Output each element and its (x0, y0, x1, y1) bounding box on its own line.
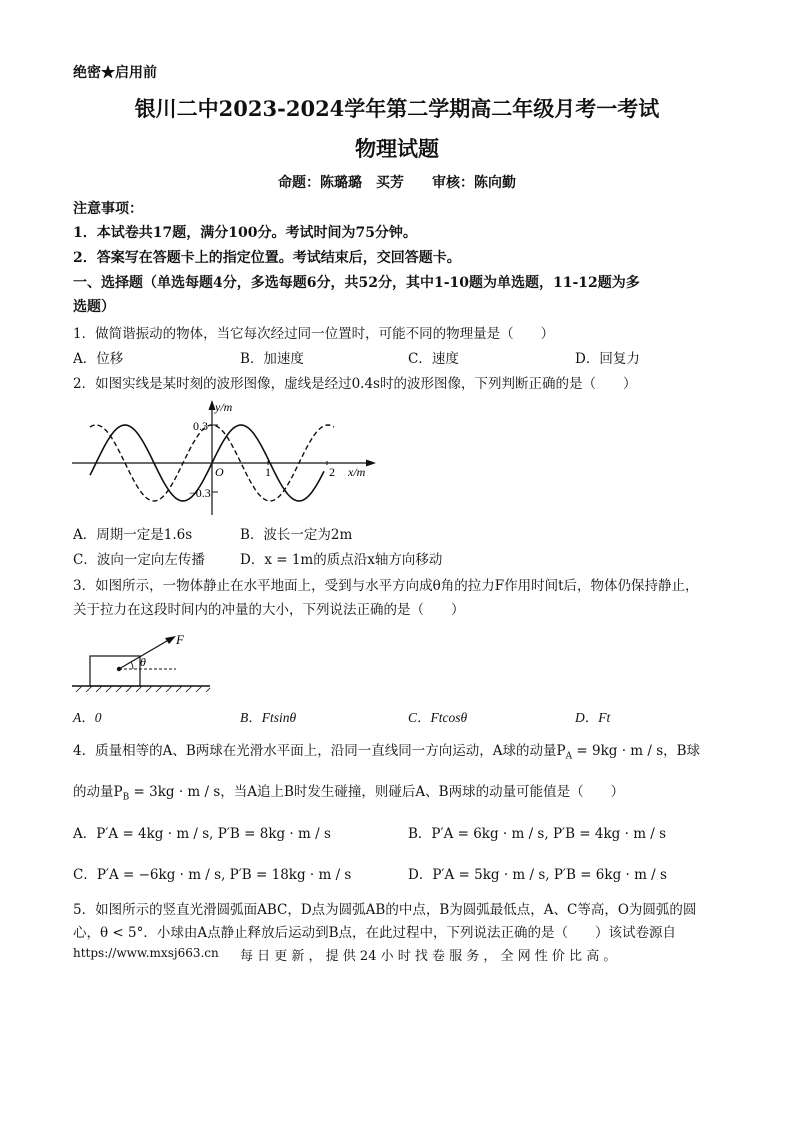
ground-hatching (76, 686, 210, 692)
footer-text: 每 日 更 新 ， 提 供 24 小 时 找 卷 服 务 ， 全 网 性 价 比 高 。 (240, 949, 617, 964)
exam-authors: 命题：陈璐璐 买芳 审核：陈向勤 (278, 175, 516, 191)
x-axis-arrow (366, 460, 376, 467)
q4-stem-line2: 的动量$P_B = 3kg \cdot m / s$，当A追上B时发生碰撞，则碰后A、B两球的动量可能值是（ ） (73, 784, 625, 803)
q2-option-c: C．波向一定向左传播 (73, 552, 205, 568)
q1-stem: 1．做简谐振动的物体，当它每次经过同一位置时，可能不同的物理量是（ ） (73, 326, 555, 342)
q3-force-figure (70, 628, 212, 692)
q2-wave-figure (72, 395, 382, 517)
section-heading-line2: 选题） (73, 299, 115, 315)
q3-stem-line1: 3．如图所示，一物体静止在水平地面上，受到与水平方向成θ角的拉力F作用时间t后，物体仍保持静止， (73, 578, 699, 594)
x-tick-2: 2 (329, 465, 335, 479)
angle-arc (131, 662, 133, 669)
q2-option-d: D．x = 1m的质点沿x轴方向移动 (240, 552, 443, 568)
q2-option-a: A．周期一定是1.6s (73, 527, 193, 543)
force-arrow-head (165, 636, 176, 644)
q3-option-b: B．Ftsinθ (240, 710, 297, 725)
q1-option-c: C．速度 (408, 351, 459, 367)
y-tick-negative: −0.3 (189, 486, 211, 500)
force-label: F (176, 632, 184, 647)
angle-label: θ (140, 655, 146, 669)
q3-stem-line2: 关于拉力在这段时间内的冲量的大小，下列说法正确的是（ ） (73, 602, 465, 618)
secret-label: 绝密★启用前 (73, 65, 157, 81)
origin-label: O (215, 465, 224, 479)
q4-stem-line1: 4．质量相等的A、B两球在光滑水平面上，沿同一直线同一方向运动，A球的动量$P_A = 9kg \cdot m / s$，B球 (73, 743, 701, 762)
q4-option-d: D．P′A = 5kg · m / s, P′B = 6kg · m / s (408, 867, 667, 883)
notes-item-2: 2．答案写在答题卡上的指定位置。考试结束后，交回答题卡。 (73, 250, 461, 266)
notes-heading: 注意事项： (73, 201, 143, 217)
x-tick-1: 1 (265, 465, 271, 479)
section-heading-line1: 一、选择题（单选每题4分，多选每题6分，共52分，其中1-10题为单选题，11-12题为多 (73, 275, 640, 291)
q4-option-c: C．P′A = −6kg · m / s, P′B = 18kg · m / s (73, 867, 352, 883)
q3-option-a: A．0 (73, 710, 102, 725)
q2-option-b: B．波长一定为2m (240, 527, 353, 543)
q3-option-d: D．Ft (575, 710, 611, 725)
q5-stem-line2: 心，θ < 5°．小球由A点静止释放后运动到B点，在此过程中，下列说法正确的是（ ）该试卷源自 (73, 925, 677, 941)
y-axis-label: y/m (215, 400, 233, 414)
q2-stem: 2．如图实线是某时刻的波形图像，虚线是经过0.4s时的波形图像，下列判断正确的是（ ） (73, 376, 637, 392)
footer-url: https://www.mxsj663.cn (73, 946, 219, 960)
q1-option-d: D．回复力 (575, 351, 640, 367)
exam-title: 银川二中2023-2024学年第二学期高二年级月考一考试 (134, 96, 660, 121)
q4-option-a: A．P′A = 4kg · m / s, P′B = 8kg · m / s (73, 826, 331, 842)
q5-stem-line1: 5．如图所示的竖直光滑圆弧面ABC，D点为圆弧AB的中点，B为圆弧最低点，A、C等高，O为圆弧的圆 (73, 902, 697, 918)
x-axis-label: x/m (348, 465, 366, 479)
q1-option-a: A．位移 (73, 351, 124, 367)
q3-option-c: C．Ftcosθ (408, 710, 468, 725)
q4-option-b: B．P′A = 6kg · m / s, P′B = 4kg · m / s (408, 826, 667, 842)
exam-subject: 物理试题 (355, 136, 439, 161)
y-tick-positive: 0.3 (193, 419, 208, 433)
notes-item-1: 1．本试卷共17题，满分100分。考试时间为75分钟。 (73, 225, 417, 241)
q1-option-b: B．加速度 (240, 351, 304, 367)
